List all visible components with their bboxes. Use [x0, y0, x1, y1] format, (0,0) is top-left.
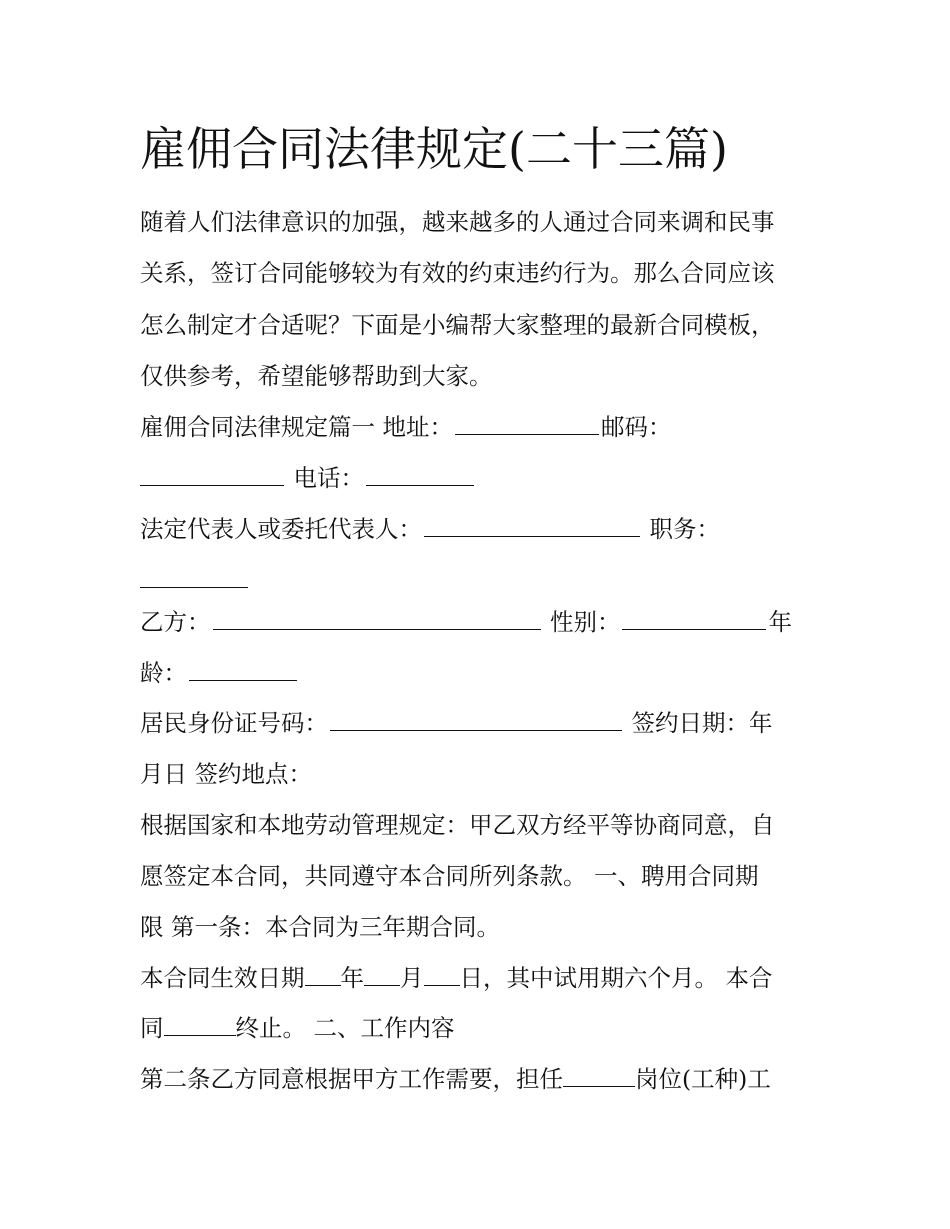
- party-b-blank: [213, 605, 541, 630]
- intro-line-1: 随着人们法律意识的加强，越来越多的人通过合同来调和民事: [140, 208, 775, 236]
- postcode-blank: [140, 461, 284, 486]
- article-2-label: 第二条乙方同意根据甲方工作需要，担任: [140, 1065, 563, 1093]
- phone-label: 电话：: [286, 464, 364, 492]
- document-title: 雇佣合同法律规定(二十三篇): [140, 122, 728, 176]
- representative-line: [140, 512, 720, 546]
- clause-intro-line-2: 愿签定本合同，共同遵守本合同所列条款。 一、聘用合同期: [140, 862, 759, 890]
- month-blank: [364, 961, 400, 986]
- post-label: 岗位(工种)工: [635, 1065, 771, 1093]
- day-blank: [424, 961, 460, 986]
- sign-place-line: 月日 签约地点：: [140, 760, 312, 788]
- position-blank: [140, 563, 248, 588]
- id-number-blank: [330, 706, 622, 731]
- effective-date-line: [140, 961, 772, 995]
- phone-line: [140, 461, 476, 495]
- age-line: [140, 656, 299, 690]
- age-label-end: 龄：: [140, 659, 187, 687]
- post-blank: [563, 1062, 635, 1087]
- effective-date-label: 本合同生效日期: [140, 964, 305, 992]
- party-b-label: 乙方：: [140, 608, 211, 636]
- party-b-line: [140, 605, 792, 639]
- gender-label: 性别：: [542, 608, 621, 636]
- termination-line: [140, 1011, 454, 1045]
- address-label: 雇佣合同法律规定篇一 地址：: [140, 413, 453, 441]
- day-label: 日，其中试用期六个月。 本合: [459, 964, 773, 992]
- position-blank-line: [140, 563, 250, 597]
- month-label: 月: [400, 964, 424, 992]
- postcode-label: 邮码：: [600, 413, 672, 441]
- representative-label: 法定代表人或委托代表人：: [140, 515, 422, 543]
- sign-date-label: 签约日期：年: [624, 709, 773, 737]
- intro-line-3: 怎么制定才合适呢？下面是小编帮大家整理的最新合同模板，: [140, 311, 775, 339]
- id-number-line: [140, 706, 772, 740]
- intro-line-4: 仅供参考，希望能够帮助到大家。: [140, 362, 493, 390]
- address-line: [140, 410, 671, 444]
- position-label: 职务：: [642, 515, 720, 543]
- termination-label-start: 同: [140, 1014, 164, 1042]
- year-blank: [305, 961, 341, 986]
- id-number-label: 居民身份证号码：: [140, 709, 328, 737]
- phone-blank: [366, 461, 474, 486]
- article-1-line: 限 第一条：本合同为三年期合同。: [140, 913, 500, 941]
- address-blank: [455, 410, 599, 435]
- intro-line-2: 关系，签订合同能够较为有效的约束违约行为。那么合同应该: [140, 259, 775, 287]
- gender-blank: [622, 605, 766, 630]
- age-blank: [189, 656, 297, 681]
- termination-label-end: 终止。 二、工作内容: [235, 1014, 455, 1042]
- termination-blank: [164, 1011, 236, 1036]
- year-label: 年: [340, 964, 364, 992]
- age-label-start: 年: [768, 608, 792, 636]
- representative-blank: [424, 512, 640, 537]
- article-2-line: [140, 1062, 771, 1096]
- clause-intro-line-1: 根据国家和本地劳动管理规定：甲乙双方经平等协商同意，自: [140, 811, 775, 839]
